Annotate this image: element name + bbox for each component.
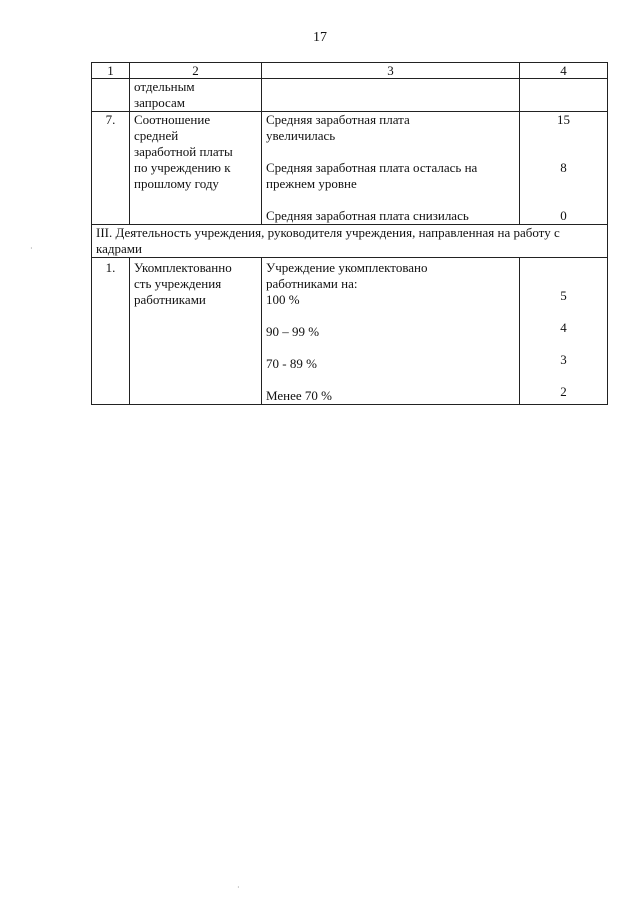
criterion-options [262, 258, 520, 405]
criterion-name-line: по учреждению к [134, 160, 231, 175]
section-title: III. Деятельность учреждения, руководителя учреждения, направленная на работу с кадрами [92, 225, 608, 258]
option-line: Средняя заработная плата снизилась [266, 208, 469, 223]
continuation-name-cell [130, 79, 262, 112]
table-row-continuation [92, 79, 608, 112]
option-text: Менее 70 % [266, 388, 332, 403]
option-intro-line: работниками на: [266, 276, 358, 291]
section-heading-row [92, 225, 608, 258]
column-number-1: 1 [92, 63, 130, 79]
criterion-name-line: прошлому году [134, 176, 219, 191]
option-line: Средняя заработная плата осталась на [266, 160, 478, 175]
page-number: 17 [313, 30, 327, 45]
criterion-scores [520, 258, 608, 405]
column-number-2: 2 [130, 63, 262, 79]
criterion-scores [520, 112, 608, 225]
column-number-3: 3 [262, 63, 520, 79]
option-line: прежнем уровне [266, 176, 357, 191]
score-value: 3 [560, 352, 567, 367]
scan-speck: · [237, 883, 240, 892]
option-text: 90 – 99 % [266, 324, 320, 339]
score-value: 8 [560, 160, 567, 175]
option-text [266, 160, 515, 192]
criterion-options [262, 112, 520, 225]
row-number: 1. [92, 258, 130, 405]
scan-speck: · [30, 244, 33, 253]
continuation-line: отдельным [134, 79, 195, 94]
continuation-desc-cell [262, 79, 520, 112]
table-header-row [92, 63, 608, 79]
option-intro-line: Учреждение укомплектовано [266, 260, 428, 275]
score-value: 2 [560, 384, 567, 399]
criterion-name [130, 258, 262, 405]
option-text: 70 - 89 % [266, 356, 317, 371]
criterion-name-line: заработной платы [134, 144, 233, 159]
score-value: 15 [557, 112, 570, 127]
continuation-score-cell [520, 79, 608, 112]
option-text [266, 112, 515, 144]
criterion-name-line: средней [134, 128, 179, 143]
score-value: 5 [560, 288, 567, 303]
option-text: 100 % [266, 292, 300, 307]
criteria-table [91, 62, 608, 405]
option-text [266, 208, 515, 224]
option-line: Средняя заработная плата [266, 112, 410, 127]
row-number: 7. [92, 112, 130, 225]
score-value: 0 [560, 208, 567, 223]
criterion-name-line: работниками [134, 292, 206, 307]
continuation-num-cell [92, 79, 130, 112]
criterion-name-line: сть учреждения [134, 276, 222, 291]
criterion-name-line: Соотношение [134, 112, 211, 127]
column-number-4: 4 [520, 63, 608, 79]
continuation-line: запросам [134, 95, 185, 110]
criterion-name [130, 112, 262, 225]
table-row-7 [92, 112, 608, 225]
table-row-1 [92, 258, 608, 405]
option-line: увеличилась [266, 128, 336, 143]
criterion-name-line: Укомплектованно [134, 260, 232, 275]
score-value: 4 [560, 320, 567, 335]
